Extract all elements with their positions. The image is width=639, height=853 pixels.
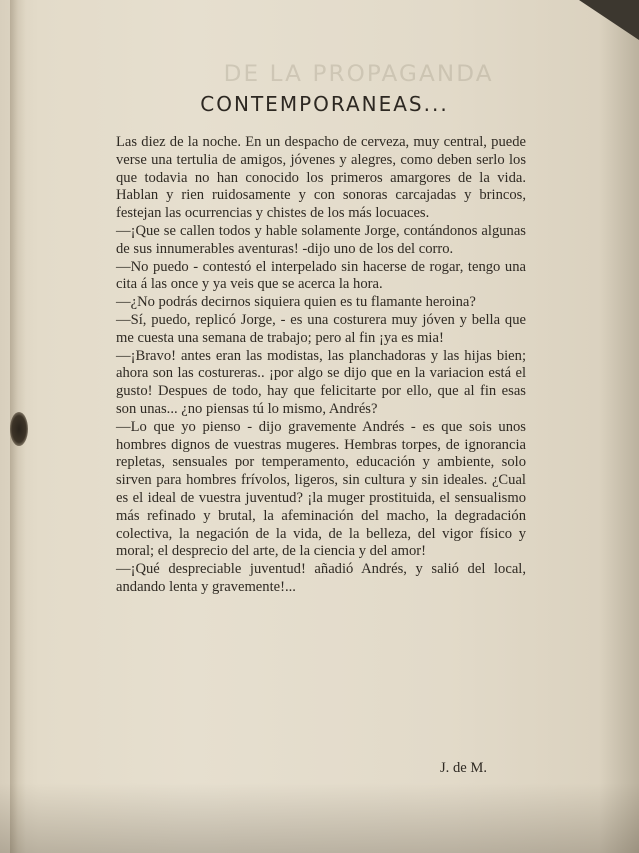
author-signature: J. de M. xyxy=(440,760,488,776)
page-shadow-bottom xyxy=(0,783,639,853)
paragraph: —¿No podrás decirnos siquiera quien es tu flamante heroina? xyxy=(116,294,476,311)
staple-hole xyxy=(10,412,28,446)
paragraph: —¡Que se callen todos y hable solamente Jorge, contándonos algunas de sus innumerables aventuras! -dijo uno de los del corro. xyxy=(116,222,526,257)
paragraph: —¡Bravo! antes eran las modistas, las planchadoras y las hijas bien; ahora son las costureras.. ¡por algo se dijo que en la variacion está el gusto! Despues de todo, hay que felicitarte por ello, que al fin esas son unas... ¿no piensas tú lo mismo, Andrés? xyxy=(116,347,526,417)
paragraph: —Lo que yo pienso - dijo gravemente Andrés - es que sois unos hombres dignos de vuestras mugeres. Hembras torpes, de ignorancia repletas, sensuales por temperamento, educación y ambiente, solo sirven para hombres frívolos, ligeros, sin cultura y sin ideales. ¿Cual es el ideal de vuestra juventud? ¡la muger prostituida, el sensualismo más refinado y brutal, la afeminación del macho, la degradación colectiva, la negación de la vida, de la belleza, del vigor físico y moral; el desprecio del arte, de la ciencia y del amor! xyxy=(116,418,526,560)
paragraph: —No puedo - contestó el interpelado sin hacerse de rogar, tengo una cita á las once y ya veis que se acerca la hora. xyxy=(116,258,526,293)
page-shadow-right xyxy=(599,0,639,853)
corner-fold xyxy=(579,0,639,40)
bleed-through-text: DE LA PROPAGANDA xyxy=(223,62,494,87)
paragraph: Las diez de la noche. En un despacho de cerveza, muy central, puede verse una tertulia de amigos, jóvenes y alegres, como deben serlo los que todavia no han conocido los primeros amargores de la vida. Hablan y rien ruidosamente y con sonoras carcajadas y brincos, festejan las ocurrencias y chistes de los más locuaces. xyxy=(116,134,526,222)
paragraph: —¡Qué despreciable juventud! añadió Andrés, y salió del local, andando lenta y gravemente!... xyxy=(116,561,526,595)
article-body xyxy=(116,134,526,597)
paragraph: —Sí, puedo, replicó Jorge, - es una costurera muy jóven y bella que me cuesta una semana de trabajo; pero al fin ¡ya es mia! xyxy=(116,311,526,346)
article-title: CONTEMPORANEAS... xyxy=(200,92,449,116)
